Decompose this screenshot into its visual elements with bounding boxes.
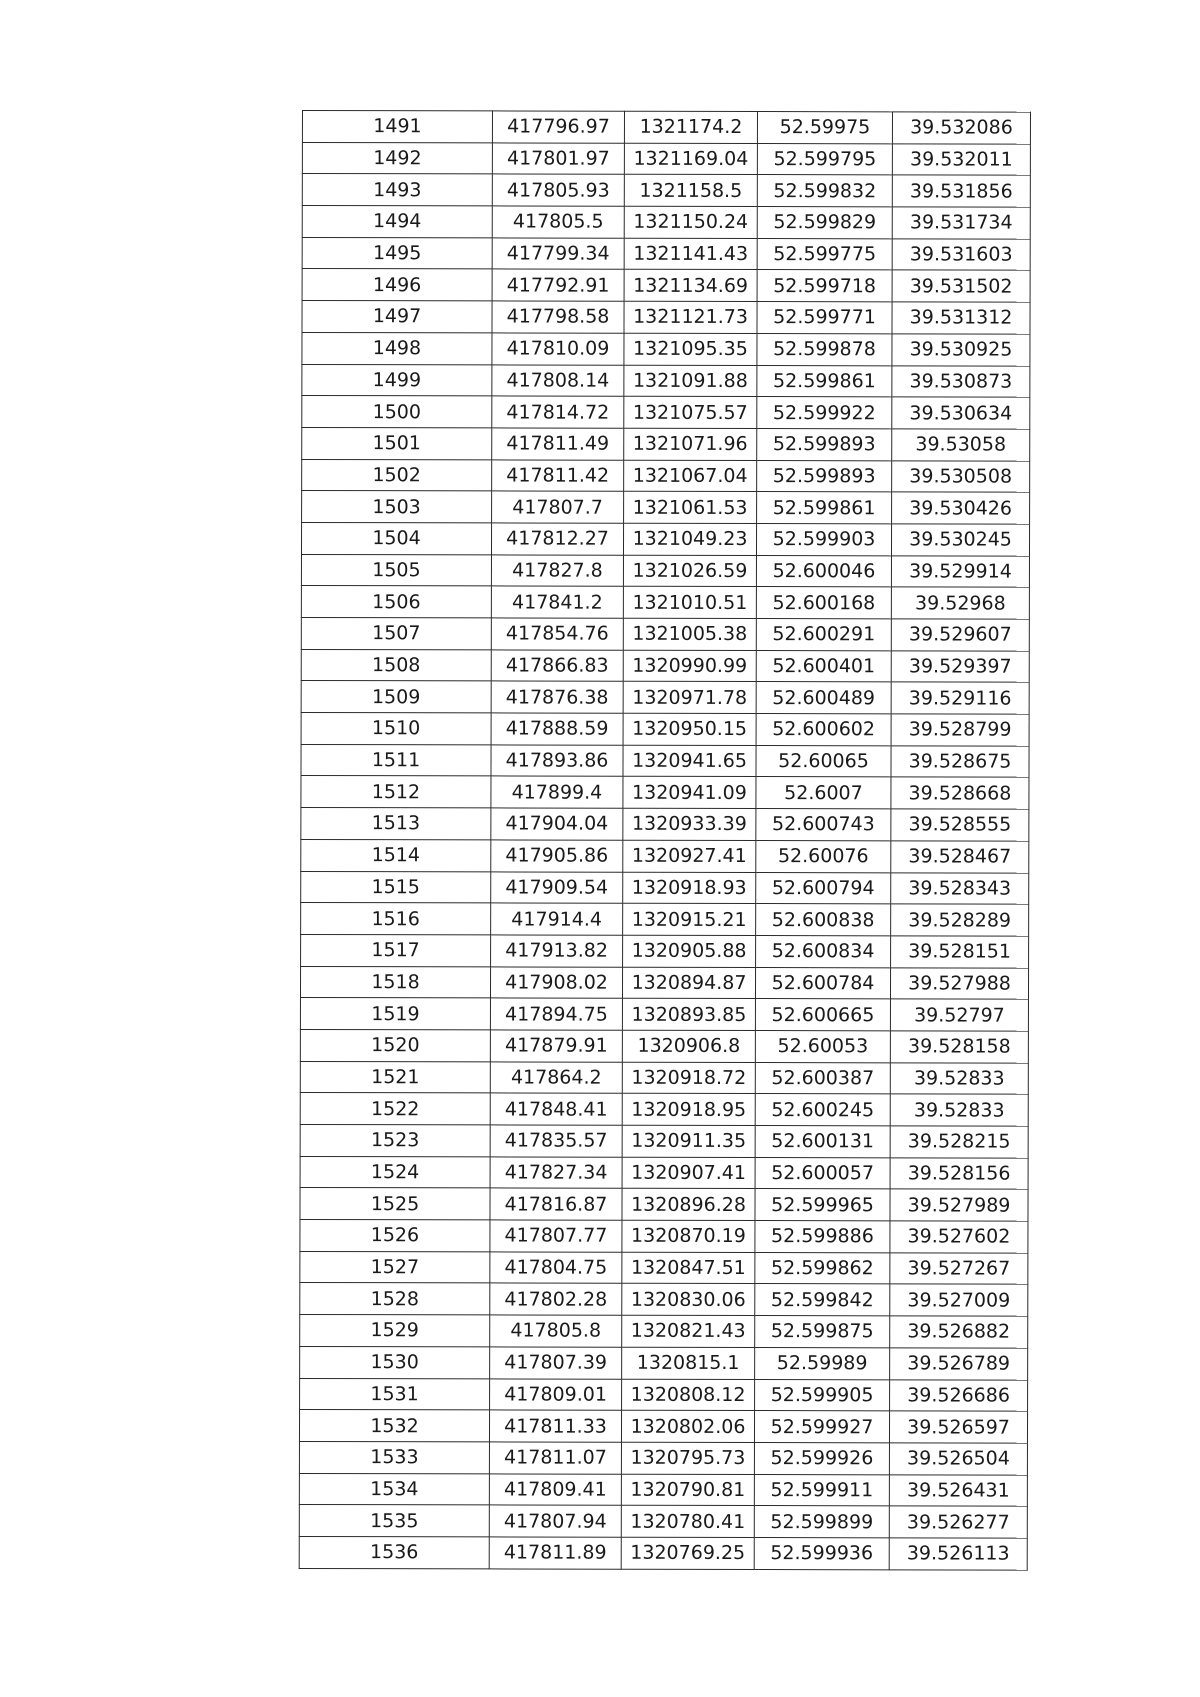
table-row — [301, 808, 1029, 841]
point-number-cell: 1516 — [301, 903, 491, 935]
x-coordinate-cell: 417814.72 — [492, 396, 624, 428]
table-row — [300, 966, 1028, 999]
table-row — [301, 776, 1029, 809]
x-coordinate-cell: 417904.04 — [491, 808, 623, 840]
latitude-cell: 52.600784 — [755, 967, 890, 999]
point-number-cell: 1532 — [299, 1410, 489, 1442]
point-number-cell: 1495 — [302, 237, 492, 269]
x-coordinate-cell: 417864.2 — [490, 1062, 622, 1094]
point-number-cell: 1498 — [302, 332, 492, 364]
x-coordinate-cell: 417796.97 — [492, 111, 624, 143]
y-coordinate-cell: 1320906.8 — [622, 1030, 755, 1062]
y-coordinate-cell: 1320790.81 — [621, 1474, 754, 1506]
point-number-cell: 1525 — [300, 1188, 490, 1220]
y-coordinate-cell: 1320971.78 — [623, 682, 756, 714]
point-number-cell: 1524 — [300, 1156, 490, 1188]
y-coordinate-cell: 1321158.5 — [624, 175, 757, 207]
x-coordinate-cell: 417792.91 — [492, 269, 624, 301]
y-coordinate-cell: 1320808.12 — [622, 1379, 755, 1411]
point-number-cell: 1492 — [302, 142, 492, 174]
longitude-cell: 39.527267 — [890, 1253, 1028, 1285]
point-number-cell: 1520 — [300, 1029, 490, 1061]
longitude-cell: 39.528555 — [891, 809, 1029, 841]
longitude-cell: 39.531856 — [892, 175, 1030, 207]
latitude-cell: 52.600665 — [755, 999, 890, 1031]
table-row — [300, 998, 1028, 1031]
latitude-cell: 52.600168 — [756, 587, 891, 619]
latitude-cell: 52.599886 — [755, 1221, 890, 1253]
point-number-cell: 1521 — [300, 1061, 490, 1093]
longitude-cell: 39.528289 — [891, 904, 1029, 936]
latitude-cell: 52.599899 — [754, 1506, 889, 1538]
y-coordinate-cell: 1320847.51 — [622, 1252, 755, 1284]
y-coordinate-cell: 1320870.19 — [622, 1220, 755, 1252]
y-coordinate-cell: 1320821.43 — [622, 1315, 755, 1347]
x-coordinate-cell: 417805.93 — [492, 174, 624, 206]
longitude-cell: 39.528799 — [891, 714, 1029, 746]
longitude-cell: 39.531603 — [892, 239, 1030, 271]
latitude-cell: 52.599861 — [757, 365, 892, 397]
longitude-cell: 39.530508 — [892, 460, 1030, 492]
longitude-cell: 39.526431 — [889, 1474, 1027, 1506]
table-row — [300, 1029, 1028, 1062]
coordinates-table — [299, 110, 1031, 1570]
x-coordinate-cell: 417905.86 — [491, 840, 623, 872]
x-coordinate-cell: 417798.58 — [492, 301, 624, 333]
longitude-cell: 39.526504 — [889, 1443, 1027, 1475]
longitude-cell: 39.527988 — [890, 967, 1028, 999]
longitude-cell: 39.528668 — [891, 777, 1029, 809]
point-number-cell: 1496 — [302, 269, 492, 301]
table-row — [302, 237, 1030, 270]
y-coordinate-cell: 1320918.72 — [622, 1062, 755, 1094]
table-row — [299, 1410, 1027, 1443]
y-coordinate-cell: 1320927.41 — [623, 840, 756, 872]
x-coordinate-cell: 417841.2 — [491, 586, 623, 618]
longitude-cell: 39.526597 — [889, 1411, 1027, 1443]
latitude-cell: 52.600131 — [755, 1126, 890, 1158]
table-row — [300, 1378, 1028, 1411]
x-coordinate-cell: 417802.28 — [490, 1283, 622, 1315]
table-row — [301, 903, 1029, 936]
point-number-cell: 1511 — [301, 744, 491, 776]
point-number-cell: 1502 — [302, 459, 492, 491]
table-row — [300, 1124, 1028, 1157]
x-coordinate-cell: 417811.49 — [492, 428, 624, 460]
y-coordinate-cell: 1320933.39 — [623, 808, 756, 840]
point-number-cell: 1499 — [302, 364, 492, 396]
point-number-cell: 1508 — [301, 649, 491, 681]
point-number-cell: 1503 — [302, 491, 492, 523]
x-coordinate-cell: 417894.75 — [490, 998, 622, 1030]
table-row — [301, 839, 1029, 872]
x-coordinate-cell: 417866.83 — [491, 650, 623, 682]
latitude-cell: 52.600834 — [756, 935, 891, 967]
y-coordinate-cell: 1320918.95 — [622, 1094, 755, 1126]
table-row — [302, 111, 1030, 144]
longitude-cell: 39.52833 — [890, 1062, 1028, 1094]
latitude-cell: 52.599878 — [757, 333, 892, 365]
y-coordinate-cell: 1320830.06 — [622, 1284, 755, 1316]
x-coordinate-cell: 417827.34 — [490, 1157, 622, 1189]
y-coordinate-cell: 1320907.41 — [622, 1157, 755, 1189]
latitude-cell: 52.600794 — [756, 872, 891, 904]
point-number-cell: 1523 — [300, 1124, 490, 1156]
longitude-cell: 39.530634 — [892, 397, 1030, 429]
longitude-cell: 39.527009 — [890, 1284, 1028, 1316]
latitude-cell: 52.599829 — [757, 207, 892, 239]
latitude-cell: 52.599842 — [755, 1284, 890, 1316]
x-coordinate-cell: 417809.01 — [490, 1378, 622, 1410]
x-coordinate-cell: 417811.07 — [489, 1442, 621, 1474]
y-coordinate-cell: 1320911.35 — [622, 1125, 755, 1157]
table-row — [302, 364, 1030, 397]
point-number-cell: 1497 — [302, 301, 492, 333]
y-coordinate-cell: 1321049.23 — [623, 523, 756, 555]
point-number-cell: 1518 — [300, 966, 490, 998]
point-number-cell: 1506 — [301, 586, 491, 618]
table-row — [302, 427, 1030, 460]
point-number-cell: 1513 — [301, 808, 491, 840]
table-row — [301, 681, 1029, 714]
x-coordinate-cell: 417805.5 — [492, 206, 624, 238]
table-row — [300, 1061, 1028, 1094]
table-row — [301, 713, 1029, 746]
longitude-cell: 39.531312 — [892, 302, 1030, 334]
point-number-cell: 1519 — [300, 998, 490, 1030]
x-coordinate-cell: 417827.8 — [491, 555, 623, 587]
latitude-cell: 52.60053 — [755, 1030, 890, 1062]
y-coordinate-cell: 1320802.06 — [621, 1410, 754, 1442]
latitude-cell: 52.599893 — [757, 460, 892, 492]
table-row — [301, 617, 1029, 650]
latitude-cell: 52.60065 — [756, 745, 891, 777]
longitude-cell: 39.532011 — [892, 144, 1030, 176]
longitude-cell: 39.528675 — [891, 746, 1029, 778]
longitude-cell: 39.529397 — [891, 651, 1029, 683]
point-number-cell: 1529 — [300, 1315, 490, 1347]
table-row — [299, 1505, 1027, 1538]
y-coordinate-cell: 1320795.73 — [621, 1442, 754, 1474]
latitude-cell: 52.599893 — [757, 428, 892, 460]
x-coordinate-cell: 417909.54 — [491, 871, 623, 903]
latitude-cell: 52.600743 — [756, 809, 891, 841]
latitude-cell: 52.600838 — [756, 904, 891, 936]
table-row — [300, 1283, 1028, 1316]
x-coordinate-cell: 417835.57 — [490, 1125, 622, 1157]
point-number-cell: 1509 — [301, 681, 491, 713]
y-coordinate-cell: 1321071.96 — [624, 428, 757, 460]
longitude-cell: 39.526789 — [890, 1348, 1028, 1380]
longitude-cell: 39.527602 — [890, 1221, 1028, 1253]
y-coordinate-cell: 1320893.85 — [622, 998, 755, 1030]
y-coordinate-cell: 1320815.1 — [622, 1347, 755, 1379]
point-number-cell: 1510 — [301, 713, 491, 745]
longitude-cell: 39.529607 — [891, 619, 1029, 651]
x-coordinate-cell: 417807.7 — [492, 491, 624, 523]
table-row — [301, 522, 1029, 555]
x-coordinate-cell: 417807.94 — [489, 1505, 621, 1537]
x-coordinate-cell: 417893.86 — [491, 745, 623, 777]
latitude-cell: 52.599718 — [757, 270, 892, 302]
longitude-cell: 39.532086 — [892, 112, 1030, 144]
y-coordinate-cell: 1320896.28 — [622, 1189, 755, 1221]
point-number-cell: 1505 — [301, 554, 491, 586]
x-coordinate-cell: 417805.8 — [490, 1315, 622, 1347]
latitude-cell: 52.599861 — [757, 492, 892, 524]
longitude-cell: 39.531734 — [892, 207, 1030, 239]
latitude-cell: 52.600489 — [756, 682, 891, 714]
point-number-cell: 1536 — [299, 1536, 489, 1568]
table-row — [302, 459, 1030, 492]
table-row — [301, 649, 1029, 682]
point-number-cell: 1526 — [300, 1220, 490, 1252]
y-coordinate-cell: 1320990.99 — [623, 650, 756, 682]
longitude-cell: 39.529116 — [891, 682, 1029, 714]
latitude-cell: 52.600387 — [755, 1062, 890, 1094]
latitude-cell: 52.599905 — [755, 1379, 890, 1411]
table-row — [300, 1315, 1028, 1348]
longitude-cell: 39.528156 — [890, 1158, 1028, 1190]
latitude-cell: 52.6007 — [756, 777, 891, 809]
latitude-cell: 52.599771 — [757, 302, 892, 334]
point-number-cell: 1522 — [300, 1093, 490, 1125]
point-number-cell: 1514 — [301, 839, 491, 871]
x-coordinate-cell: 417811.33 — [489, 1410, 621, 1442]
longitude-cell: 39.528467 — [891, 841, 1029, 873]
longitude-cell: 39.526113 — [889, 1538, 1027, 1570]
longitude-cell: 39.528158 — [890, 1031, 1028, 1063]
x-coordinate-cell: 417807.39 — [490, 1347, 622, 1379]
x-coordinate-cell: 417811.89 — [489, 1537, 621, 1569]
table-row — [302, 491, 1030, 524]
table-row — [299, 1473, 1027, 1506]
latitude-cell: 52.600057 — [755, 1157, 890, 1189]
x-coordinate-cell: 417807.77 — [490, 1220, 622, 1252]
x-coordinate-cell: 417879.91 — [490, 1030, 622, 1062]
document-page — [302, 110, 1030, 1569]
x-coordinate-cell: 417801.97 — [492, 143, 624, 175]
table-row — [301, 586, 1029, 619]
table-row — [302, 174, 1030, 207]
latitude-cell: 52.59975 — [757, 112, 892, 144]
y-coordinate-cell: 1321061.53 — [624, 491, 757, 523]
table-row — [301, 554, 1029, 587]
latitude-cell: 52.600245 — [755, 1094, 890, 1126]
longitude-cell: 39.528343 — [891, 872, 1029, 904]
latitude-cell: 52.600046 — [756, 555, 891, 587]
table-row — [300, 1093, 1028, 1126]
x-coordinate-cell: 417899.4 — [491, 776, 623, 808]
table-row — [300, 1188, 1028, 1221]
y-coordinate-cell: 1321026.59 — [623, 555, 756, 587]
table-row — [300, 1346, 1028, 1379]
longitude-cell: 39.52968 — [891, 587, 1029, 619]
longitude-cell: 39.530873 — [892, 365, 1030, 397]
latitude-cell: 52.599862 — [755, 1252, 890, 1284]
y-coordinate-cell: 1320769.25 — [621, 1537, 754, 1569]
x-coordinate-cell: 417816.87 — [490, 1188, 622, 1220]
x-coordinate-cell: 417848.41 — [490, 1093, 622, 1125]
x-coordinate-cell: 417799.34 — [492, 238, 624, 270]
x-coordinate-cell: 417810.09 — [492, 333, 624, 365]
y-coordinate-cell: 1321141.43 — [624, 238, 757, 270]
table-row — [301, 744, 1029, 777]
x-coordinate-cell: 417914.4 — [491, 903, 623, 935]
point-number-cell: 1530 — [300, 1346, 490, 1378]
longitude-cell: 39.530925 — [892, 334, 1030, 366]
x-coordinate-cell: 417854.76 — [491, 618, 623, 650]
y-coordinate-cell: 1321075.57 — [624, 396, 757, 428]
longitude-cell: 39.52833 — [890, 1094, 1028, 1126]
table-row — [302, 332, 1030, 365]
point-number-cell: 1527 — [300, 1251, 490, 1283]
longitude-cell: 39.527989 — [890, 1189, 1028, 1221]
longitude-cell: 39.530245 — [891, 524, 1029, 556]
point-number-cell: 1507 — [301, 617, 491, 649]
coordinates-table-body — [299, 111, 1030, 1570]
x-coordinate-cell: 417804.75 — [490, 1252, 622, 1284]
y-coordinate-cell: 1320915.21 — [623, 903, 756, 935]
latitude-cell: 52.600401 — [756, 650, 891, 682]
y-coordinate-cell: 1320894.87 — [622, 967, 755, 999]
latitude-cell: 52.599875 — [755, 1316, 890, 1348]
point-number-cell: 1531 — [300, 1378, 490, 1410]
longitude-cell: 39.528215 — [890, 1126, 1028, 1158]
longitude-cell: 39.530426 — [892, 492, 1030, 524]
point-number-cell: 1512 — [301, 776, 491, 808]
point-number-cell: 1535 — [299, 1505, 489, 1537]
table-row — [302, 142, 1030, 175]
y-coordinate-cell: 1321091.88 — [624, 365, 757, 397]
latitude-cell: 52.599775 — [757, 238, 892, 270]
x-coordinate-cell: 417876.38 — [491, 681, 623, 713]
x-coordinate-cell: 417808.14 — [492, 364, 624, 396]
table-row — [302, 301, 1030, 334]
x-coordinate-cell: 417888.59 — [491, 713, 623, 745]
longitude-cell: 39.531502 — [892, 270, 1030, 302]
longitude-cell: 39.529914 — [891, 555, 1029, 587]
longitude-cell: 39.52797 — [890, 999, 1028, 1031]
latitude-cell: 52.599936 — [754, 1537, 889, 1569]
x-coordinate-cell: 417812.27 — [491, 523, 623, 555]
point-number-cell: 1501 — [302, 427, 492, 459]
y-coordinate-cell: 1321169.04 — [624, 143, 757, 175]
y-coordinate-cell: 1320941.65 — [623, 745, 756, 777]
latitude-cell: 52.59989 — [755, 1347, 890, 1379]
y-coordinate-cell: 1321121.73 — [624, 301, 757, 333]
y-coordinate-cell: 1320941.09 — [623, 777, 756, 809]
y-coordinate-cell: 1321010.51 — [623, 587, 756, 619]
point-number-cell: 1494 — [302, 206, 492, 238]
table-row — [302, 206, 1030, 239]
y-coordinate-cell: 1320905.88 — [623, 935, 756, 967]
point-number-cell: 1528 — [300, 1283, 490, 1315]
x-coordinate-cell: 417809.41 — [489, 1473, 621, 1505]
table-row — [299, 1536, 1027, 1569]
x-coordinate-cell: 417811.42 — [492, 459, 624, 491]
table-row — [300, 1220, 1028, 1253]
point-number-cell: 1517 — [301, 934, 491, 966]
latitude-cell: 52.600291 — [756, 619, 891, 651]
table-row — [302, 269, 1030, 302]
point-number-cell: 1515 — [301, 871, 491, 903]
y-coordinate-cell: 1321150.24 — [624, 206, 757, 238]
table-row — [301, 934, 1029, 967]
table-row — [300, 1251, 1028, 1284]
latitude-cell: 52.60076 — [756, 840, 891, 872]
table-row — [301, 871, 1029, 904]
point-number-cell: 1533 — [299, 1441, 489, 1473]
table-row — [302, 396, 1030, 429]
point-number-cell: 1504 — [301, 522, 491, 554]
point-number-cell: 1500 — [302, 396, 492, 428]
longitude-cell: 39.528151 — [891, 936, 1029, 968]
y-coordinate-cell: 1321134.69 — [624, 270, 757, 302]
table-row — [300, 1156, 1028, 1189]
y-coordinate-cell: 1321005.38 — [623, 618, 756, 650]
y-coordinate-cell: 1320918.93 — [623, 872, 756, 904]
latitude-cell: 52.599927 — [754, 1411, 889, 1443]
y-coordinate-cell: 1321174.2 — [624, 111, 757, 143]
latitude-cell: 52.599965 — [755, 1189, 890, 1221]
y-coordinate-cell: 1320780.41 — [621, 1505, 754, 1537]
point-number-cell: 1493 — [302, 174, 492, 206]
latitude-cell: 52.599911 — [754, 1474, 889, 1506]
latitude-cell: 52.599903 — [756, 523, 891, 555]
y-coordinate-cell: 1320950.15 — [623, 713, 756, 745]
latitude-cell: 52.600602 — [756, 714, 891, 746]
latitude-cell: 52.599832 — [757, 175, 892, 207]
latitude-cell: 52.599922 — [757, 397, 892, 429]
table-row — [299, 1441, 1027, 1474]
x-coordinate-cell: 417908.02 — [490, 966, 622, 998]
y-coordinate-cell: 1321067.04 — [624, 460, 757, 492]
x-coordinate-cell: 417913.82 — [491, 935, 623, 967]
point-number-cell: 1491 — [302, 111, 492, 143]
longitude-cell: 39.526882 — [890, 1316, 1028, 1348]
longitude-cell: 39.53058 — [892, 429, 1030, 461]
latitude-cell: 52.599926 — [754, 1442, 889, 1474]
longitude-cell: 39.526277 — [889, 1506, 1027, 1538]
point-number-cell: 1534 — [299, 1473, 489, 1505]
latitude-cell: 52.599795 — [757, 143, 892, 175]
y-coordinate-cell: 1321095.35 — [624, 333, 757, 365]
longitude-cell: 39.526686 — [890, 1379, 1028, 1411]
